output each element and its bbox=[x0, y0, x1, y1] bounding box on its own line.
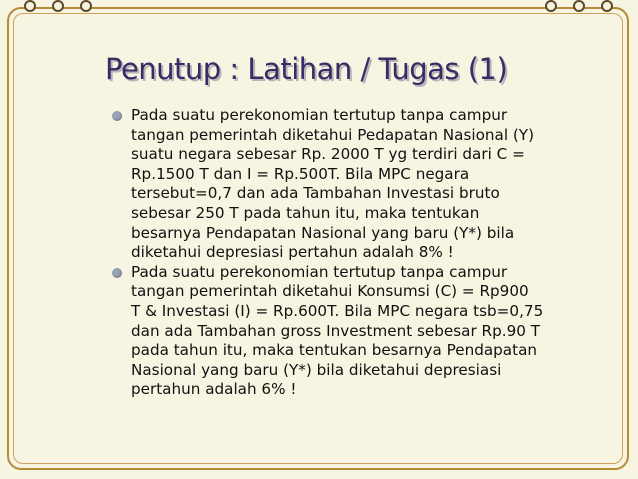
bullet-line: Nasional yang baru (Y*) bila diketahui depresiasi bbox=[131, 360, 502, 379]
bullet-line: sebesar 250 T pada tahun itu, maka tentukan bbox=[131, 203, 480, 222]
bullet-line: dan ada Tambahan gross Investment sebesar Rp.90 T bbox=[131, 321, 541, 340]
binder-ring-icon bbox=[573, 0, 585, 12]
bullet-line: T & Investasi (I) = Rp.600T. Bila MPC negara tsb=0,75 bbox=[131, 301, 544, 320]
bullet-icon bbox=[112, 268, 122, 278]
bullet-item-1 bbox=[112, 106, 617, 263]
binder-ring-icon bbox=[80, 0, 92, 12]
bullet-line: tangan pemerintah diketahui Konsumsi (C) = Rp900 bbox=[131, 282, 529, 301]
bullet-line: tangan pemerintah diketahui Pedapatan Nasional (Y) bbox=[131, 125, 535, 144]
binder-ring-icon bbox=[545, 0, 557, 12]
bullet-line: pertahun adalah 6% ! bbox=[131, 380, 297, 399]
slide-title: Penutup : Latihan / Tugas (1) bbox=[105, 52, 508, 86]
binder-ring-icon bbox=[52, 0, 64, 12]
bullet-item-2 bbox=[112, 263, 617, 400]
bullet-line: besarnya Pendapatan Nasional yang baru (Y*) bila bbox=[131, 223, 515, 242]
bullet-line: pada tahun itu, maka tentukan besarnya Pendapatan bbox=[131, 341, 537, 360]
bullet-line: diketahui depresiasi pertahun adalah 8% ! bbox=[131, 243, 454, 262]
binder-ring-icon bbox=[24, 0, 36, 12]
bullet-line: Pada suatu perekonomian tertutup tanpa campur bbox=[131, 262, 508, 281]
bullet-line: Pada suatu perekonomian tertutup tanpa campur bbox=[131, 106, 508, 124]
bullet-line: tersebut=0,7 dan ada Tambahan Investasi bruto bbox=[131, 184, 500, 203]
slide-body bbox=[112, 106, 617, 400]
binder-ring-icon bbox=[601, 0, 613, 12]
bullet-icon bbox=[112, 111, 122, 121]
bullet-line: Rp.1500 T dan I = Rp.500T. Bila MPC negara bbox=[131, 164, 470, 183]
bullet-line: suatu negara sebesar Rp. 2000 T yg terdiri dari C = bbox=[131, 145, 525, 164]
